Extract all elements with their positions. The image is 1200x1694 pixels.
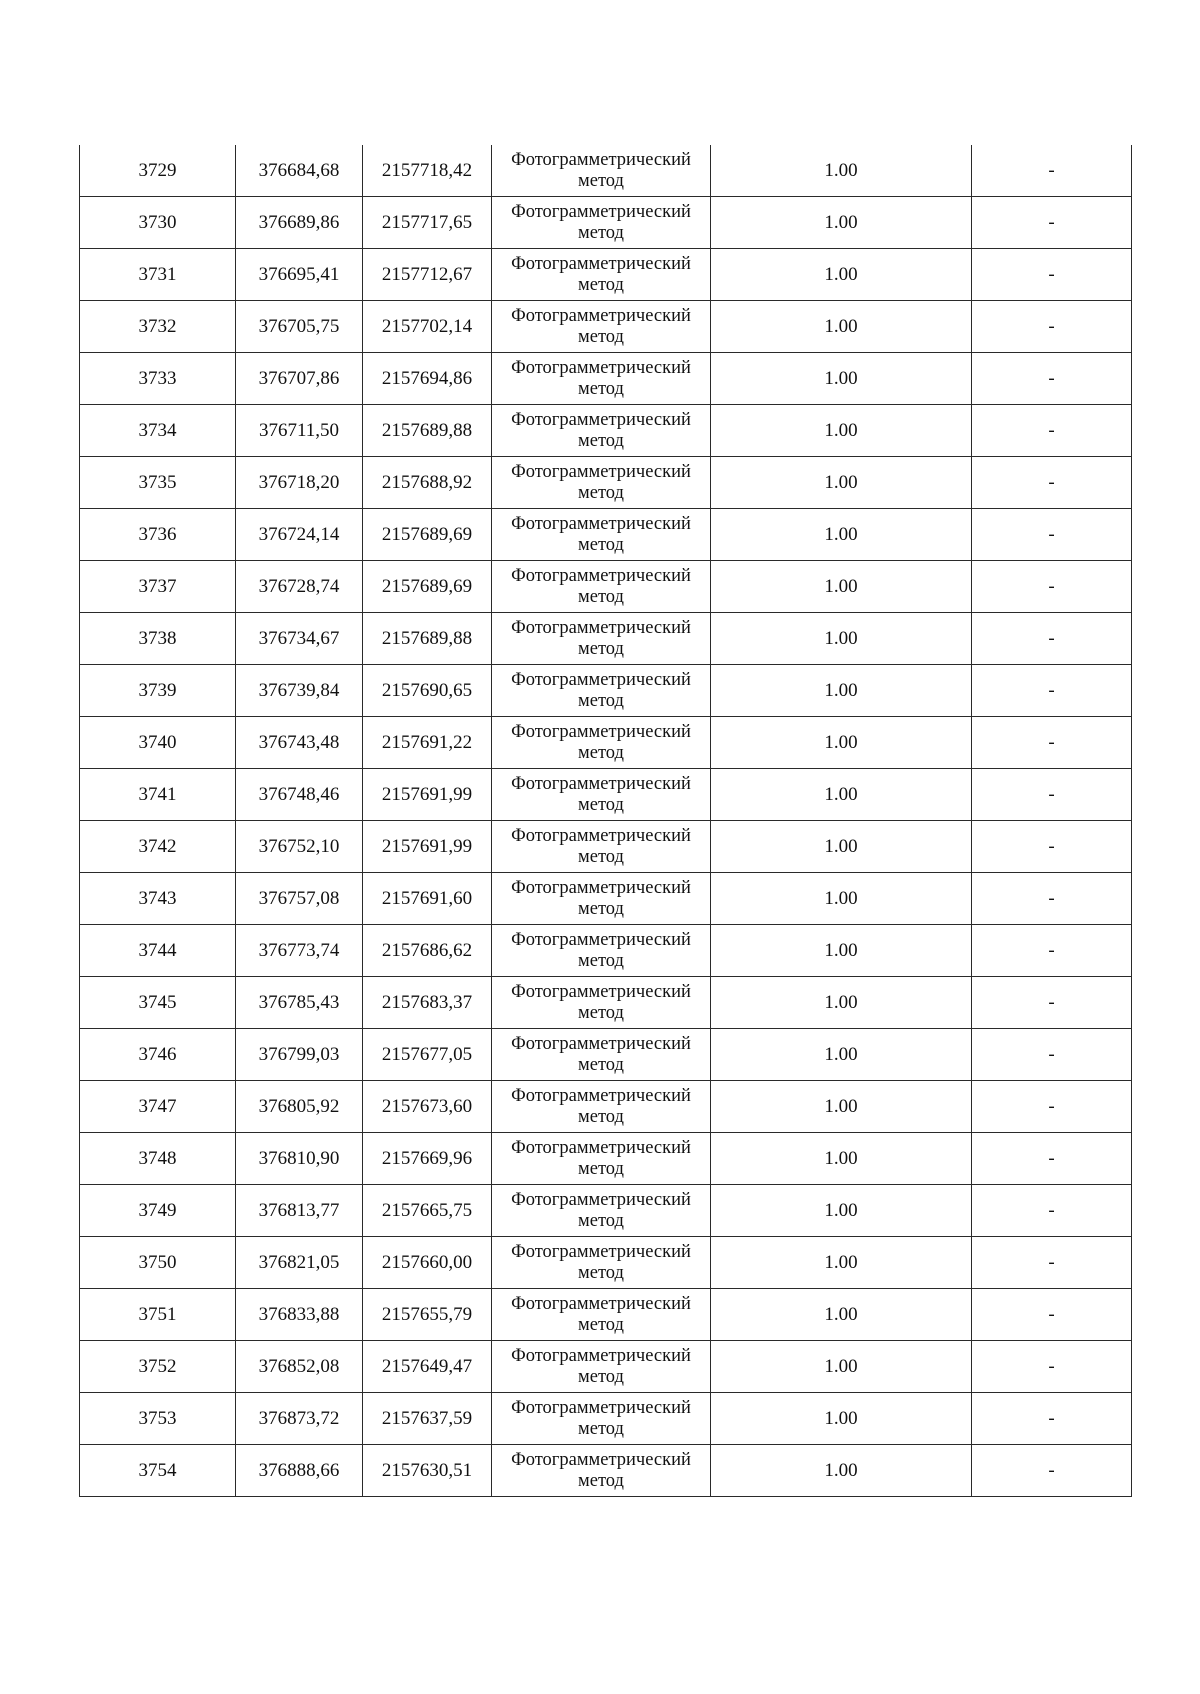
table-row	[80, 1185, 1132, 1237]
y-coordinate-cell: 2157688,92	[363, 457, 492, 509]
accuracy-cell: 1.00	[711, 977, 972, 1029]
method-line-1: Фотограмметрический	[511, 981, 691, 1002]
table-row	[80, 1081, 1132, 1133]
table-row	[80, 457, 1132, 509]
y-coordinate-cell: 2157691,22	[363, 717, 492, 769]
point-number-cell: 3735	[80, 457, 236, 509]
note-cell: -	[972, 717, 1132, 769]
y-coordinate-cell: 2157630,51	[363, 1445, 492, 1497]
table-row	[80, 353, 1132, 405]
note-cell: -	[972, 1393, 1132, 1445]
point-number-cell: 3748	[80, 1133, 236, 1185]
method-cell	[492, 1185, 711, 1237]
point-number-cell: 3730	[80, 197, 236, 249]
method-cell	[492, 1393, 711, 1445]
point-number-cell: 3742	[80, 821, 236, 873]
method-cell	[492, 1237, 711, 1289]
method-line-2: метод	[578, 690, 624, 711]
y-coordinate-cell: 2157689,88	[363, 613, 492, 665]
x-coordinate-cell: 376689,86	[236, 197, 363, 249]
point-number-cell: 3744	[80, 925, 236, 977]
accuracy-cell: 1.00	[711, 1185, 972, 1237]
accuracy-cell: 1.00	[711, 821, 972, 873]
y-coordinate-cell: 2157655,79	[363, 1289, 492, 1341]
note-cell: -	[972, 405, 1132, 457]
point-number-cell: 3746	[80, 1029, 236, 1081]
accuracy-cell: 1.00	[711, 353, 972, 405]
x-coordinate-cell: 376711,50	[236, 405, 363, 457]
accuracy-cell: 1.00	[711, 1237, 972, 1289]
table-body	[80, 145, 1132, 1497]
y-coordinate-cell: 2157660,00	[363, 1237, 492, 1289]
method-line-2: метод	[578, 586, 624, 607]
note-cell: -	[972, 873, 1132, 925]
point-number-cell: 3747	[80, 1081, 236, 1133]
method-cell	[492, 1289, 711, 1341]
accuracy-cell: 1.00	[711, 925, 972, 977]
table-row	[80, 1289, 1132, 1341]
method-cell	[492, 405, 711, 457]
method-cell	[492, 509, 711, 561]
point-number-cell: 3741	[80, 769, 236, 821]
note-cell: -	[972, 1289, 1132, 1341]
method-cell	[492, 665, 711, 717]
y-coordinate-cell: 2157689,69	[363, 561, 492, 613]
table-row	[80, 197, 1132, 249]
note-cell: -	[972, 353, 1132, 405]
point-number-cell: 3729	[80, 145, 236, 197]
x-coordinate-cell: 376739,84	[236, 665, 363, 717]
method-line-2: метод	[578, 1210, 624, 1231]
table-row	[80, 509, 1132, 561]
table-row	[80, 301, 1132, 353]
x-coordinate-cell: 376873,72	[236, 1393, 363, 1445]
table-row	[80, 613, 1132, 665]
point-number-cell: 3740	[80, 717, 236, 769]
x-coordinate-cell: 376773,74	[236, 925, 363, 977]
method-cell	[492, 925, 711, 977]
table-row	[80, 1393, 1132, 1445]
method-line-2: метод	[578, 1002, 624, 1023]
table-row	[80, 821, 1132, 873]
point-number-cell: 3750	[80, 1237, 236, 1289]
method-line-1: Фотограмметрический	[511, 1033, 691, 1054]
x-coordinate-cell: 376748,46	[236, 769, 363, 821]
method-line-1: Фотограмметрический	[511, 305, 691, 326]
method-line-2: метод	[578, 482, 624, 503]
note-cell: -	[972, 249, 1132, 301]
table-row	[80, 665, 1132, 717]
x-coordinate-cell: 376821,05	[236, 1237, 363, 1289]
x-coordinate-cell: 376724,14	[236, 509, 363, 561]
method-cell	[492, 613, 711, 665]
x-coordinate-cell: 376728,74	[236, 561, 363, 613]
method-line-2: метод	[578, 222, 624, 243]
table-row	[80, 1237, 1132, 1289]
y-coordinate-cell: 2157686,62	[363, 925, 492, 977]
y-coordinate-cell: 2157718,42	[363, 145, 492, 197]
method-line-1: Фотограмметрический	[511, 877, 691, 898]
note-cell: -	[972, 145, 1132, 197]
table-row	[80, 977, 1132, 1029]
method-line-2: метод	[578, 742, 624, 763]
x-coordinate-cell: 376718,20	[236, 457, 363, 509]
y-coordinate-cell: 2157691,60	[363, 873, 492, 925]
note-cell: -	[972, 821, 1132, 873]
point-number-cell: 3753	[80, 1393, 236, 1445]
point-number-cell: 3734	[80, 405, 236, 457]
note-cell: -	[972, 977, 1132, 1029]
method-cell	[492, 301, 711, 353]
method-line-2: метод	[578, 846, 624, 867]
point-number-cell: 3745	[80, 977, 236, 1029]
method-line-1: Фотограмметрический	[511, 1137, 691, 1158]
method-line-2: метод	[578, 1314, 624, 1335]
point-number-cell: 3733	[80, 353, 236, 405]
accuracy-cell: 1.00	[711, 769, 972, 821]
method-line-1: Фотограмметрический	[511, 513, 691, 534]
method-line-1: Фотограмметрический	[511, 1241, 691, 1262]
method-line-2: метод	[578, 274, 624, 295]
method-line-1: Фотограмметрический	[511, 1449, 691, 1470]
note-cell: -	[972, 197, 1132, 249]
method-line-1: Фотограмметрический	[511, 669, 691, 690]
method-cell	[492, 873, 711, 925]
accuracy-cell: 1.00	[711, 509, 972, 561]
accuracy-cell: 1.00	[711, 197, 972, 249]
method-cell	[492, 769, 711, 821]
method-line-1: Фотограмметрический	[511, 929, 691, 950]
point-number-cell: 3739	[80, 665, 236, 717]
table-row	[80, 873, 1132, 925]
table-row	[80, 561, 1132, 613]
x-coordinate-cell: 376852,08	[236, 1341, 363, 1393]
note-cell: -	[972, 769, 1132, 821]
method-line-2: метод	[578, 794, 624, 815]
x-coordinate-cell: 376734,67	[236, 613, 363, 665]
method-line-1: Фотограмметрический	[511, 1293, 691, 1314]
note-cell: -	[972, 1029, 1132, 1081]
method-line-2: метод	[578, 1366, 624, 1387]
method-cell	[492, 353, 711, 405]
method-cell	[492, 1081, 711, 1133]
note-cell: -	[972, 509, 1132, 561]
method-line-2: метод	[578, 1106, 624, 1127]
y-coordinate-cell: 2157689,88	[363, 405, 492, 457]
method-line-2: метод	[578, 1262, 624, 1283]
method-line-1: Фотограмметрический	[511, 565, 691, 586]
method-line-1: Фотограмметрический	[511, 409, 691, 430]
x-coordinate-cell: 376695,41	[236, 249, 363, 301]
note-cell: -	[972, 665, 1132, 717]
y-coordinate-cell: 2157669,96	[363, 1133, 492, 1185]
y-coordinate-cell: 2157673,60	[363, 1081, 492, 1133]
y-coordinate-cell: 2157683,37	[363, 977, 492, 1029]
accuracy-cell: 1.00	[711, 1393, 972, 1445]
method-cell	[492, 197, 711, 249]
method-line-2: метод	[578, 1470, 624, 1491]
note-cell: -	[972, 301, 1132, 353]
method-line-2: метод	[578, 638, 624, 659]
method-cell	[492, 1029, 711, 1081]
note-cell: -	[972, 925, 1132, 977]
method-line-2: метод	[578, 950, 624, 971]
method-cell	[492, 717, 711, 769]
x-coordinate-cell: 376743,48	[236, 717, 363, 769]
accuracy-cell: 1.00	[711, 1029, 972, 1081]
table-row	[80, 405, 1132, 457]
method-cell	[492, 821, 711, 873]
method-line-2: метод	[578, 170, 624, 191]
x-coordinate-cell: 376705,75	[236, 301, 363, 353]
accuracy-cell: 1.00	[711, 665, 972, 717]
note-cell: -	[972, 1237, 1132, 1289]
note-cell: -	[972, 1341, 1132, 1393]
x-coordinate-cell: 376833,88	[236, 1289, 363, 1341]
method-line-2: метод	[578, 326, 624, 347]
point-number-cell: 3754	[80, 1445, 236, 1497]
accuracy-cell: 1.00	[711, 301, 972, 353]
x-coordinate-cell: 376799,03	[236, 1029, 363, 1081]
note-cell: -	[972, 613, 1132, 665]
note-cell: -	[972, 1185, 1132, 1237]
y-coordinate-cell: 2157677,05	[363, 1029, 492, 1081]
y-coordinate-cell: 2157691,99	[363, 769, 492, 821]
y-coordinate-cell: 2157712,67	[363, 249, 492, 301]
table-row	[80, 717, 1132, 769]
accuracy-cell: 1.00	[711, 405, 972, 457]
method-line-2: метод	[578, 430, 624, 451]
table-row	[80, 1029, 1132, 1081]
y-coordinate-cell: 2157637,59	[363, 1393, 492, 1445]
note-cell: -	[972, 561, 1132, 613]
point-number-cell: 3736	[80, 509, 236, 561]
table-row	[80, 145, 1132, 197]
point-number-cell: 3752	[80, 1341, 236, 1393]
accuracy-cell: 1.00	[711, 1289, 972, 1341]
method-line-2: метод	[578, 1054, 624, 1075]
method-line-1: Фотограмметрический	[511, 1189, 691, 1210]
method-line-1: Фотограмметрический	[511, 201, 691, 222]
point-number-cell: 3751	[80, 1289, 236, 1341]
method-cell	[492, 977, 711, 1029]
accuracy-cell: 1.00	[711, 249, 972, 301]
method-cell	[492, 561, 711, 613]
method-cell	[492, 1445, 711, 1497]
method-line-1: Фотограмметрический	[511, 773, 691, 794]
accuracy-cell: 1.00	[711, 717, 972, 769]
table-row	[80, 769, 1132, 821]
x-coordinate-cell: 376813,77	[236, 1185, 363, 1237]
point-number-cell: 3731	[80, 249, 236, 301]
table-row	[80, 1341, 1132, 1393]
accuracy-cell: 1.00	[711, 1081, 972, 1133]
note-cell: -	[972, 1081, 1132, 1133]
point-number-cell: 3737	[80, 561, 236, 613]
accuracy-cell: 1.00	[711, 873, 972, 925]
table-row	[80, 1133, 1132, 1185]
table-row	[80, 249, 1132, 301]
method-line-1: Фотограмметрический	[511, 617, 691, 638]
method-cell	[492, 145, 711, 197]
x-coordinate-cell: 376805,92	[236, 1081, 363, 1133]
note-cell: -	[972, 1445, 1132, 1497]
point-number-cell: 3738	[80, 613, 236, 665]
accuracy-cell: 1.00	[711, 1445, 972, 1497]
table-row	[80, 925, 1132, 977]
accuracy-cell: 1.00	[711, 613, 972, 665]
coordinates-table	[79, 145, 1132, 1497]
method-cell	[492, 249, 711, 301]
y-coordinate-cell: 2157690,65	[363, 665, 492, 717]
x-coordinate-cell: 376707,86	[236, 353, 363, 405]
method-cell	[492, 457, 711, 509]
note-cell: -	[972, 457, 1132, 509]
method-line-2: метод	[578, 1418, 624, 1439]
y-coordinate-cell: 2157702,14	[363, 301, 492, 353]
y-coordinate-cell: 2157689,69	[363, 509, 492, 561]
y-coordinate-cell: 2157691,99	[363, 821, 492, 873]
point-number-cell: 3749	[80, 1185, 236, 1237]
method-line-1: Фотограмметрический	[511, 357, 691, 378]
x-coordinate-cell: 376757,08	[236, 873, 363, 925]
y-coordinate-cell: 2157665,75	[363, 1185, 492, 1237]
method-line-2: метод	[578, 898, 624, 919]
accuracy-cell: 1.00	[711, 457, 972, 509]
method-line-2: метод	[578, 534, 624, 555]
x-coordinate-cell: 376752,10	[236, 821, 363, 873]
accuracy-cell: 1.00	[711, 1133, 972, 1185]
accuracy-cell: 1.00	[711, 561, 972, 613]
method-line-1: Фотограмметрический	[511, 721, 691, 742]
y-coordinate-cell: 2157649,47	[363, 1341, 492, 1393]
point-number-cell: 3732	[80, 301, 236, 353]
method-line-1: Фотограмметрический	[511, 1397, 691, 1418]
point-number-cell: 3743	[80, 873, 236, 925]
method-cell	[492, 1341, 711, 1393]
method-line-1: Фотограмметрический	[511, 461, 691, 482]
method-cell	[492, 1133, 711, 1185]
accuracy-cell: 1.00	[711, 1341, 972, 1393]
method-line-1: Фотограмметрический	[511, 1345, 691, 1366]
method-line-2: метод	[578, 1158, 624, 1179]
method-line-1: Фотограмметрический	[511, 149, 691, 170]
method-line-1: Фотограмметрический	[511, 253, 691, 274]
method-line-1: Фотограмметрический	[511, 825, 691, 846]
accuracy-cell: 1.00	[711, 145, 972, 197]
x-coordinate-cell: 376785,43	[236, 977, 363, 1029]
x-coordinate-cell: 376684,68	[236, 145, 363, 197]
y-coordinate-cell: 2157717,65	[363, 197, 492, 249]
method-line-2: метод	[578, 378, 624, 399]
x-coordinate-cell: 376810,90	[236, 1133, 363, 1185]
note-cell: -	[972, 1133, 1132, 1185]
method-line-1: Фотограмметрический	[511, 1085, 691, 1106]
table-row	[80, 1445, 1132, 1497]
y-coordinate-cell: 2157694,86	[363, 353, 492, 405]
x-coordinate-cell: 376888,66	[236, 1445, 363, 1497]
